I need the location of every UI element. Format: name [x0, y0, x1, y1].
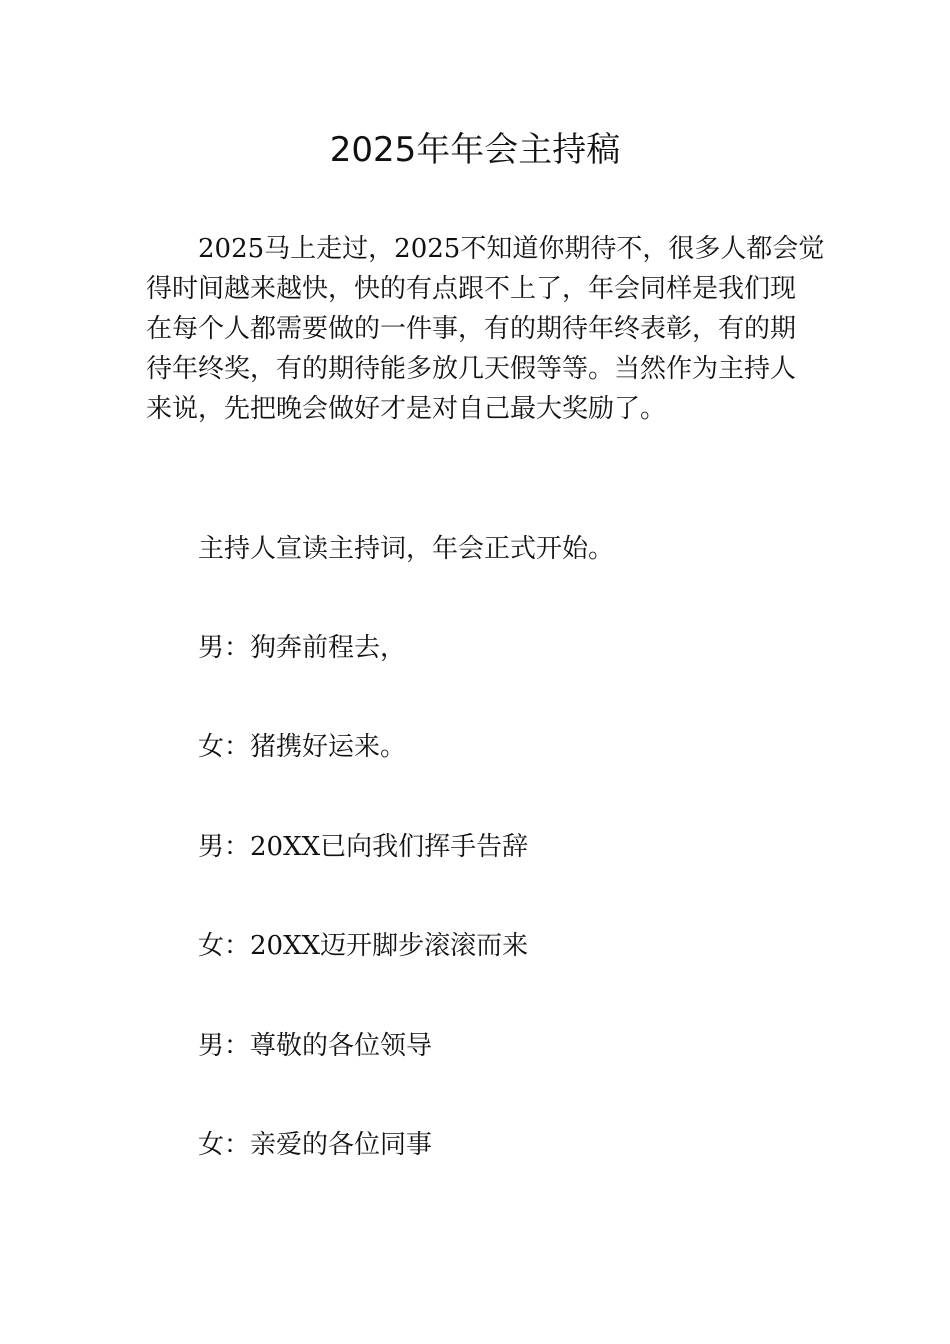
- intro-line: 2025马上走过，2025不知道你期待不，很多人都会觉: [198, 234, 825, 264]
- paragraph-dialogue: 男：20XX已向我们挥手告辞: [198, 832, 529, 862]
- paragraph-opening: 主持人宣读主持词，年会正式开始。: [198, 534, 615, 564]
- paragraph-dialogue: 女：20XX迈开脚步滚滚而来: [198, 931, 529, 961]
- paragraph-dialogue: 女：亲爱的各位同事: [198, 1130, 433, 1160]
- intro-line: 在每个人都需要做的一件事，有的期待年终表彰，有的期: [146, 314, 797, 344]
- intro-line: 来说，先把晚会做好才是对自己最大奖励了。: [146, 394, 667, 424]
- intro-line: 得时间越来越快，快的有点跟不上了，年会同样是我们现: [146, 274, 797, 304]
- paragraph-dialogue: 男：狗奔前程去，: [198, 633, 407, 663]
- paragraph-dialogue: 女：猪携好运来。: [198, 732, 407, 762]
- document-title: 2025年年会主持稿: [329, 130, 621, 170]
- intro-paragraph: [146, 229, 825, 429]
- paragraph-dialogue: 男：尊敬的各位领导: [198, 1031, 433, 1061]
- intro-line: 待年终奖，有的期待能多放几天假等等。当然作为主持人: [146, 354, 797, 384]
